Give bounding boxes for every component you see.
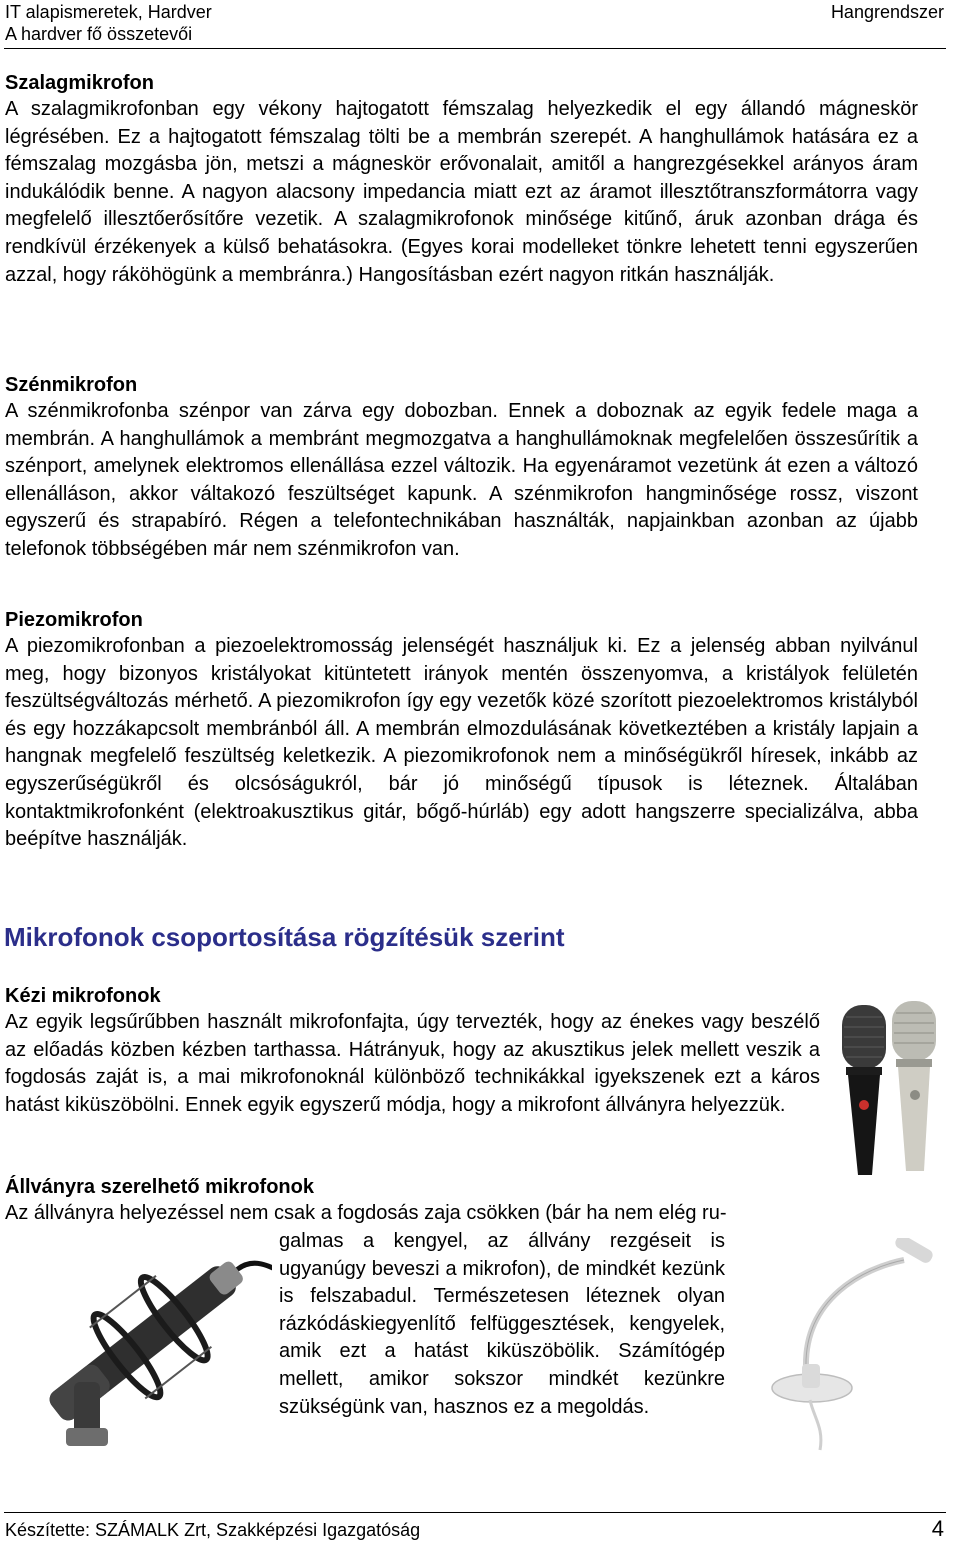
- footer-divider: [4, 1512, 946, 1513]
- header-course-title: IT alapismeretek, Hardver: [5, 2, 212, 22]
- header-section-title: Hangrendszer: [830, 2, 944, 22]
- paragraph-stand-mics-first-line: Az állványra helyezéssel nem csak a fogdosás zaja csökken (bár ha nem elég ru-: [5, 1202, 727, 1224]
- section-title-ribbon-mic: Szalagmikrofon: [5, 72, 154, 94]
- handheld-microphones-image: [836, 995, 944, 1181]
- paragraph-carbon-mic: A szénmikrofonba szénpor van zárva egy dobozban. Ennek a doboznak az egyik fedele maga a membrán. A hanghullámok a membránt megmozgatva a hanghullámoknak megfelelően összesűrítik a szénport, amelynek elektromos ellenállása ezzel változik. Ha egyenáramot vezetünk át ezen a változó ellenálláson, akkor váltakozó feszültséget kapunk. A szénmikrofon hangminősége rossz, viszont egyszerű és strapabíró. Régen a telefontechnikában használták, napjainkban azonban az újabb telefonok többségében már nem szénmikrofon van.: [5, 400, 918, 560]
- paragraph-handheld-mics: Az egyik legsűrűbben használt mikrofonfajta, úgy tervezték, hogy az énekes vagy beszélő az előadás közben kézben tarthassa. Hátrányuk, hogy az akusztikus jelek mellett veszik a fogdosás zaját is, a mai mikrofonoknál különböző technikákkal igyekszenek ezt a káros hatást kiküszöbölni. Ennek egyik egyszerű módja, hogy a mikrofont állványra helyezzük.: [5, 1011, 820, 1116]
- header-divider: [4, 48, 946, 49]
- page-number: 4: [931, 1516, 944, 1541]
- gooseneck-desk-microphone-image: [744, 1238, 944, 1460]
- footer-credit: Készítette: SZÁMALK Zrt, Szakképzési Igazgatóság: [5, 1520, 421, 1540]
- paragraph-piezo-mic: A piezomikrofonban a piezoelektromosság jelenségét használjuk ki. Ez a jelenség abban nyilvánul meg, hogy bizonyos kristályokat kitüntetett irányok mentén összenyomva, a kristályok felületén feszültségváltozás mérhető. A piezomikrofon így egy vezetők közé szorított piezoelektromos kristályból és egy hozzákapcsolt membránból áll. A membrán elmozdulásának következtében a kristály lapjain a hangnak megfelelő feszültség keletkezik. A piezomikrofonok nem a minőségükről híresek, inkább az egyszerűségükről és olcsóságukról, bár jó minőségű típusok is léteznek. Általában kontaktmikrofonként (elektroakusztikus gitár, bőgő-húrláb) egy adott hangszerre specializálva, abba beépítve használják.: [5, 635, 918, 851]
- shock-mount-microphone-image: [4, 1232, 272, 1462]
- paragraph-stand-mics: galmas a kengyel, az állvány rezgéseit is ugyanúgy beveszi a mikrofon), de mindkét kezünk is felszabadul. Természetesen léteznek olyan rázkódáskiegyenlítő felfüggesztések, kengyelek, amik ezt a hatást kiküszöbölik. Számítógép mellett, amikor sokszor mindkét kezünkre szükségünk van, hasznos ez a megoldás.: [279, 1230, 725, 1418]
- header-chapter-title: A hardver fő összetevői: [5, 24, 193, 44]
- section-title-stand-mics: Állványra szerelhető mikrofonok: [5, 1176, 314, 1198]
- main-heading: Mikrofonok csoportosítása rögzítésük szerint: [4, 922, 565, 952]
- section-title-handheld-mics: Kézi mikrofonok: [5, 985, 161, 1007]
- section-title-piezo-mic: Piezomikrofon: [5, 609, 143, 631]
- paragraph-ribbon-mic: A szalagmikrofonban egy vékony hajtogatott fémszalag helyezkedik el egy állandó mágneskör légrésében. Ez a hajtogatott fémszalag tölti be a membrán szerepét. A hanghullámok hatására ez a fémszalag mozgásba jön, metszi a mágneskör erővonalait, amitől a hangrezgésekkel arányos áram indukálódik benne. A nagyon alacsony impedancia miatt ezt az áramot illesztőtranszformátorra vagy megfelelő illesztőerősítőre vezetik. A szalagmikrofonok minősége kitűnő, áruk azonban drága és rendkívül érzékenyek a külső behatásokra. (Egyes korai modelleket tönkre lehetett tenni egyszerűen azzal, hogy ráköhögünk a membránra.) Hangosításban ezért nagyon ritkán használják.: [5, 98, 918, 286]
- section-title-carbon-mic: Szénmikrofon: [5, 374, 138, 396]
